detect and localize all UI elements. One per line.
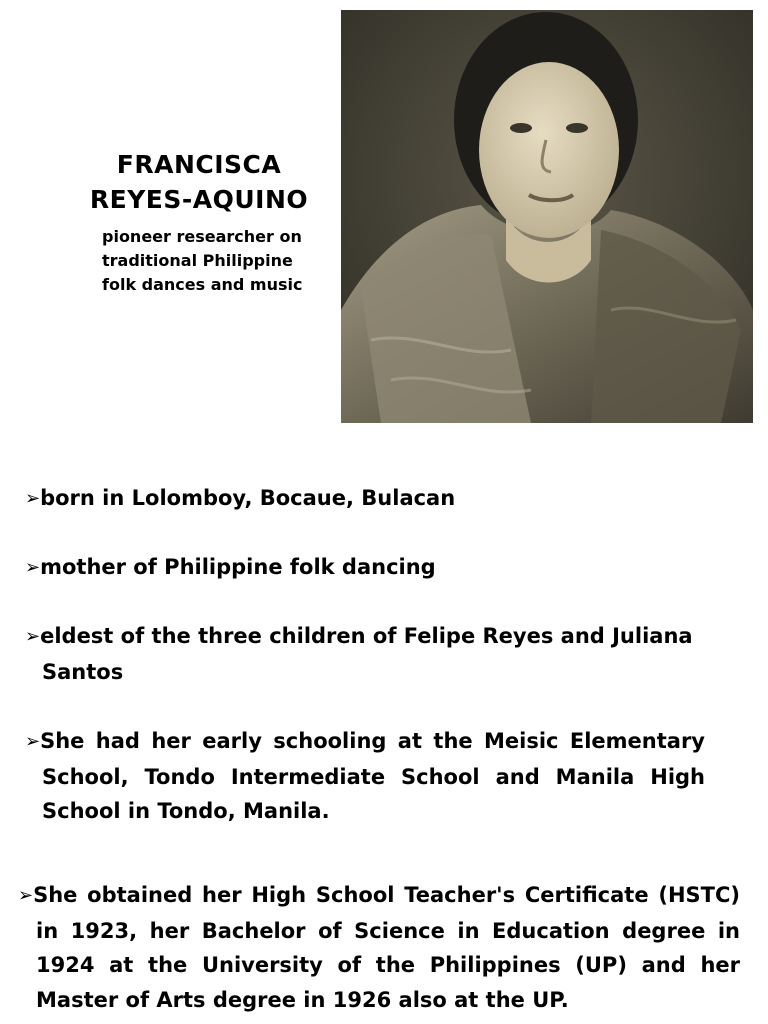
subtitle-line-2: traditional Philippine bbox=[102, 251, 293, 270]
list-item: ➢born in Lolomboy, Bocaue, Bulacan bbox=[25, 481, 455, 517]
arrow-bullet-icon: ➢ bbox=[25, 488, 41, 509]
list-item: ➢eldest of the three children of Felipe Reyes and Juliana Santos bbox=[25, 619, 705, 689]
subtitle-line-3: folk dances and music bbox=[102, 275, 303, 294]
list-item: ➢She had her early schooling at the Meisic Elementary School, Tondo Intermediate School and Manila High School in Tondo, Manila. bbox=[25, 724, 705, 829]
portrait-photo-icon bbox=[341, 10, 753, 423]
arrow-bullet-icon: ➢ bbox=[25, 731, 41, 752]
arrow-bullet-icon: ➢ bbox=[18, 885, 34, 906]
arrow-bullet-icon: ➢ bbox=[25, 557, 41, 578]
arrow-bullet-icon: ➢ bbox=[25, 626, 41, 647]
page-title-line-2: REYES-AQUINO bbox=[89, 185, 309, 214]
subtitle-line-1: pioneer researcher on bbox=[102, 227, 302, 246]
list-item: ➢She obtained her High School Teacher's Certificate (HSTC) in 1923, her Bachelor of Science in Education degree in 1924 at the University of the Philippines (UP) and her Master of Arts degree in 1926 also at the UP. bbox=[18, 878, 740, 1017]
page-title-line-1: FRANCISCA bbox=[116, 150, 282, 179]
portrait-photo bbox=[341, 10, 753, 423]
list-item: ➢mother of Philippine folk dancing bbox=[25, 550, 436, 586]
